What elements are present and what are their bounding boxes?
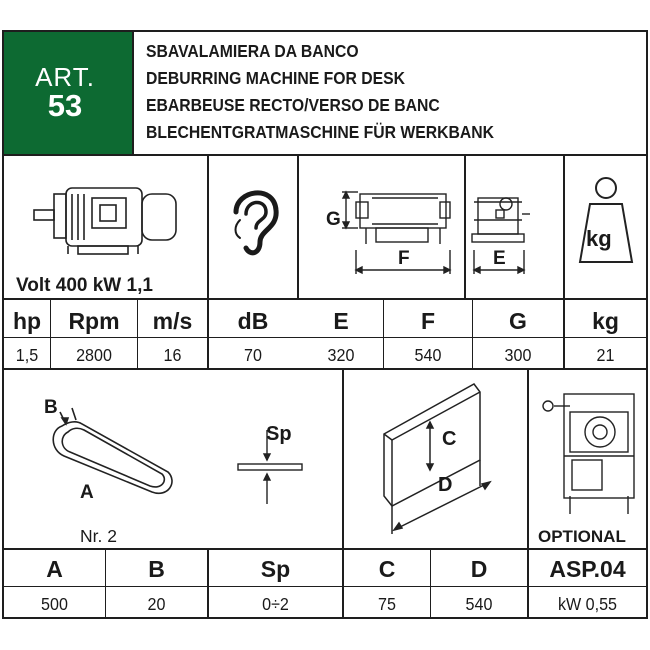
thickness-label-sp: Sp bbox=[266, 423, 292, 445]
plate-label-c: C bbox=[442, 428, 457, 450]
motor-caption: Volt 400 kW 1,1 bbox=[16, 275, 153, 296]
t1-header-f: F bbox=[420, 308, 436, 334]
t1-header-g: G bbox=[509, 308, 527, 334]
t1-value-rpm: 2800 bbox=[76, 345, 112, 365]
belt-label-a: A bbox=[80, 482, 94, 503]
weight-icon bbox=[576, 176, 636, 271]
front-dimension-icon bbox=[466, 180, 556, 275]
plate-label-d: D bbox=[438, 474, 453, 496]
belt-caption: Nr. 2 bbox=[80, 526, 117, 546]
title-english: DEBURRING MACHINE FOR DESK bbox=[146, 68, 406, 88]
t2-header-d: D bbox=[470, 556, 488, 582]
dim-label-g: G bbox=[326, 209, 341, 230]
t2-header-a: A bbox=[46, 556, 63, 582]
side-dimension-icon bbox=[322, 180, 462, 275]
t1-header-ms: m/s bbox=[152, 308, 193, 334]
t1-value-ms: 16 bbox=[163, 345, 182, 365]
t2-value-b: 20 bbox=[147, 594, 166, 614]
t2-header-sp: Sp bbox=[260, 556, 291, 582]
art-number: 53 bbox=[47, 88, 83, 123]
title-italian: SBAVALAMIERA DA BANCO bbox=[146, 41, 359, 61]
optional-machine-icon bbox=[534, 384, 644, 524]
t1-header-e: E bbox=[333, 308, 349, 334]
t2-value-d: 540 bbox=[465, 594, 493, 614]
t1-header-rpm: Rpm bbox=[68, 308, 120, 334]
t1-value-f: 540 bbox=[414, 345, 442, 365]
t2-value-a: 500 bbox=[41, 594, 68, 614]
t2-header-asp: ASP.04 bbox=[549, 556, 626, 582]
dim-label-e: E bbox=[493, 248, 506, 269]
weight-label: kg bbox=[586, 226, 612, 251]
t1-header-hp: hp bbox=[12, 308, 42, 334]
t1-value-hp: 1,5 bbox=[15, 345, 39, 365]
t2-value-sp: 0÷2 bbox=[262, 594, 289, 614]
t1-value-db: 70 bbox=[244, 345, 262, 365]
plate-icon bbox=[380, 378, 510, 538]
t2-header-c: C bbox=[378, 556, 396, 582]
t1-header-kg: kg bbox=[592, 308, 619, 334]
t1-value-g: 300 bbox=[504, 345, 532, 365]
belt-label-b: B bbox=[44, 397, 58, 418]
belt-icon bbox=[40, 400, 200, 510]
art-label: ART. bbox=[35, 62, 95, 92]
t2-value-c: 75 bbox=[378, 594, 396, 614]
t2-header-b: B bbox=[148, 556, 165, 582]
motor-icon bbox=[20, 180, 200, 270]
optional-label: OPTIONAL bbox=[538, 527, 626, 546]
t1-value-kg: 21 bbox=[596, 345, 615, 365]
title-french: EBARBEUSE RECTO/VERSO DE BANC bbox=[146, 95, 440, 115]
ear-icon bbox=[226, 180, 286, 260]
t2-value-asp: kW 0,55 bbox=[557, 594, 618, 614]
t1-header-db: dB bbox=[237, 308, 269, 334]
title-german: BLECHENTGRATMASCHINE FÜR WERKBANK bbox=[146, 122, 494, 142]
t1-value-e: 320 bbox=[327, 345, 355, 365]
dim-label-f: F bbox=[398, 248, 410, 269]
